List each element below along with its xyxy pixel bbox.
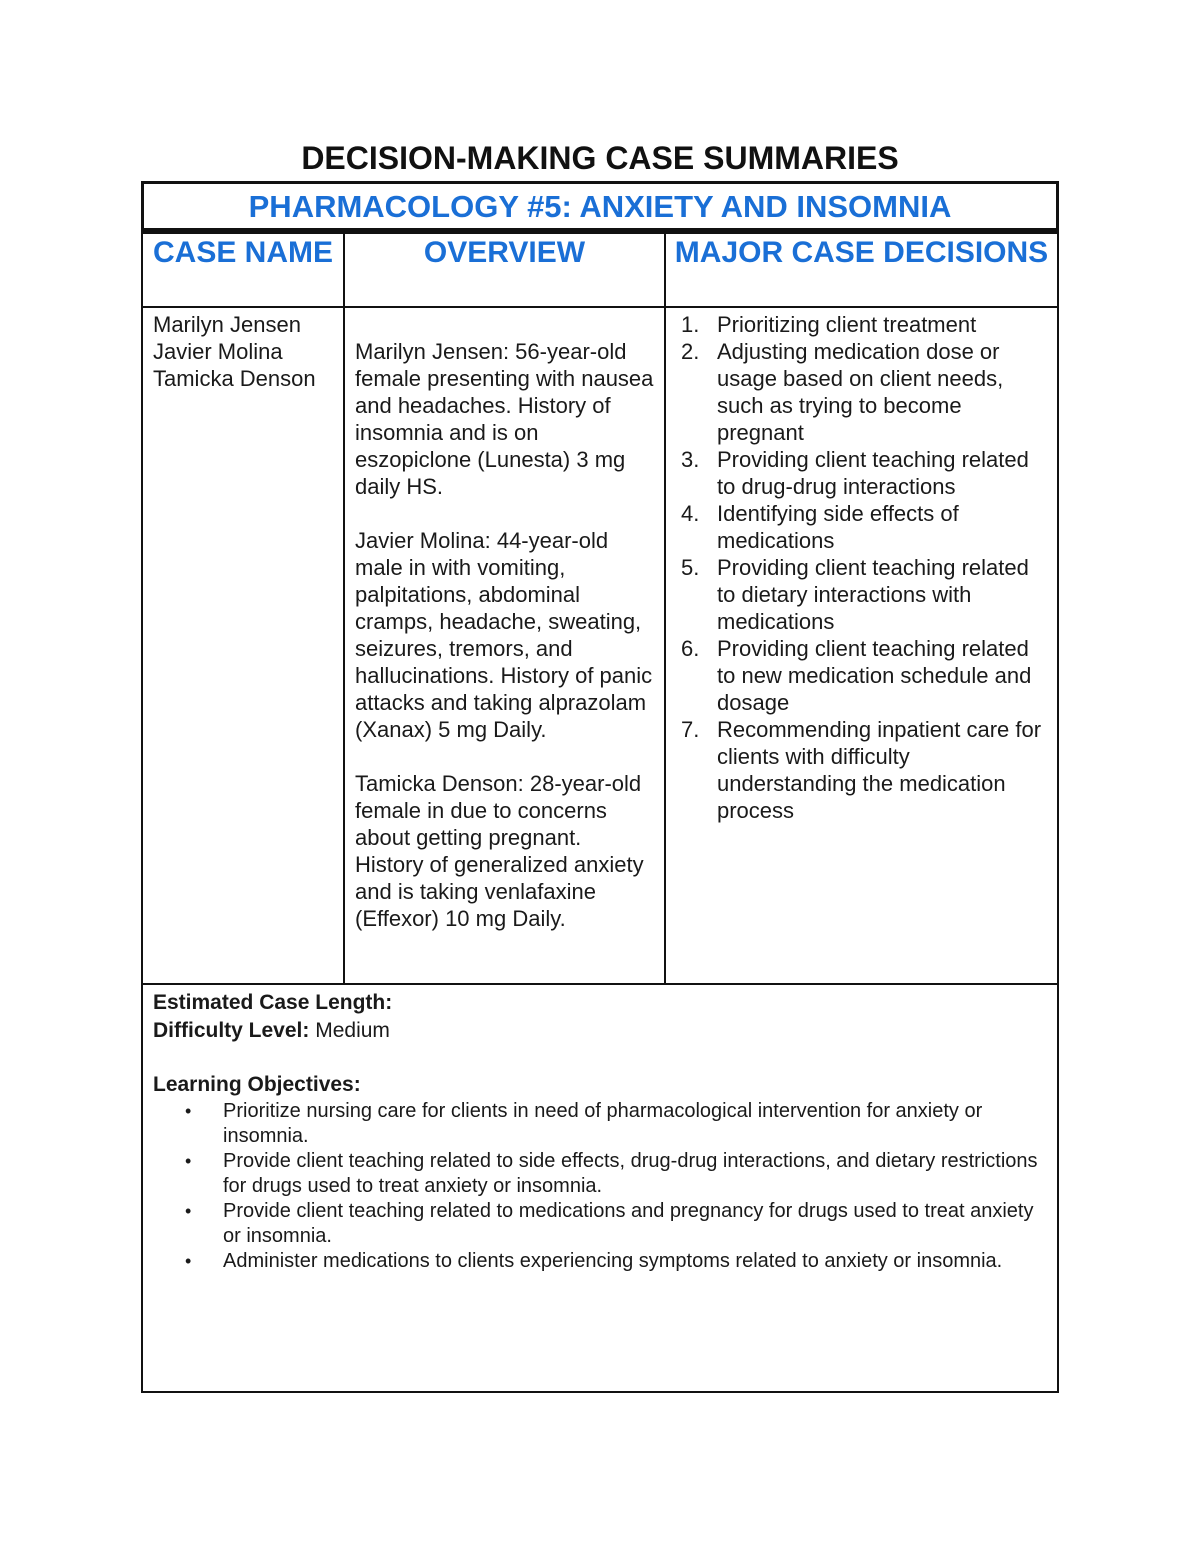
difficulty-value: Medium	[315, 1019, 390, 1042]
bullet-icon: •	[185, 1151, 192, 1171]
overview-paragraph: Marilyn Jensen: 56-year-old female presenting with nausea and headaches. History of insomnia and is on eszopiclone (Lunesta) 3 mg daily HS.	[355, 339, 654, 499]
column-divider-2	[664, 231, 666, 985]
difficulty-label: Difficulty Level:	[153, 1019, 310, 1042]
objectives-list	[153, 1099, 1049, 1274]
overview-paragraph: Tamicka Denson: 28-year-old female in due to concerns about getting pregnant. History of generalized anxiety and is taking venlafaxine (Effexor) 10 mg Daily.	[355, 771, 644, 931]
case-summary-table	[141, 229, 1059, 1393]
column-divider-1	[343, 231, 345, 985]
overview-cell	[355, 338, 655, 959]
document-title: DECISION-MAKING CASE SUMMARIES	[301, 140, 899, 176]
decision-item: 2. Adjusting medication dose or usage based on client needs, such as trying to become pregnant	[681, 339, 1004, 445]
course-subtitle: PHARMACOLOGY #5: ANXIETY AND INSOMNIA	[141, 181, 1059, 231]
summary-divider	[143, 983, 1057, 985]
summary-section	[153, 989, 1049, 1274]
decisions-list	[681, 311, 1053, 824]
decisions-cell	[681, 311, 1053, 824]
table-top-border	[143, 231, 1057, 234]
decision-item: 4. Identifying side effects of medications	[681, 501, 959, 553]
decision-item: 1. Prioritizing client treatment	[681, 312, 977, 337]
objective-item: • Prioritize nursing care for clients in need of pharmacological intervention for anxiety or insomnia.	[185, 1100, 983, 1147]
header-major-decisions: MAJOR CASE DECISIONS	[674, 236, 1049, 269]
estimated-length-row	[153, 989, 1049, 1017]
decision-item: 6. Providing client teaching related to new medication schedule and dosage	[681, 636, 1032, 715]
objectives-heading-row	[153, 1071, 1049, 1099]
decision-item: 5. Providing client teaching related to dietary interactions with medications	[681, 555, 1029, 634]
decision-item: 3. Providing client teaching related to drug-drug interactions	[681, 447, 1029, 499]
header-overview: OVERVIEW	[423, 236, 586, 269]
header-row-divider	[143, 306, 1057, 308]
estimated-length-label: Estimated Case Length:	[153, 991, 393, 1014]
bullet-icon: •	[185, 1101, 192, 1121]
objective-item: • Provide client teaching related to side effects, drug-drug interactions, and dietary restrictions for drugs used to treat anxiety or insomnia.	[185, 1150, 1038, 1197]
case-name: Marilyn Jensen	[153, 312, 301, 337]
case-names-cell	[153, 311, 341, 392]
overview-paragraph: Javier Molina: 44-year-old male in with vomiting, palpitations, abdominal cramps, headache, sweating, seizures, tremors, and hallucinations. History of panic attacks and taking alprazolam (Xanax) 5 mg Daily.	[355, 528, 653, 742]
objectives-label: Learning Objectives:	[153, 1073, 361, 1096]
header-case-name: CASE NAME	[152, 236, 333, 269]
difficulty-row	[153, 1017, 1049, 1045]
objective-item: • Provide client teaching related to medications and pregnancy for drugs used to treat anxiety or insomnia.	[185, 1200, 1034, 1247]
bullet-icon: •	[185, 1251, 192, 1271]
objective-item: • Administer medications to clients experiencing symptoms related to anxiety or insomnia.	[185, 1250, 1003, 1272]
decision-item: 7. Recommending inpatient care for clients with difficulty understanding the medication process	[681, 717, 1042, 823]
case-name: Javier Molina	[153, 339, 283, 364]
case-name: Tamicka Denson	[153, 366, 316, 391]
bullet-icon: •	[185, 1201, 192, 1221]
